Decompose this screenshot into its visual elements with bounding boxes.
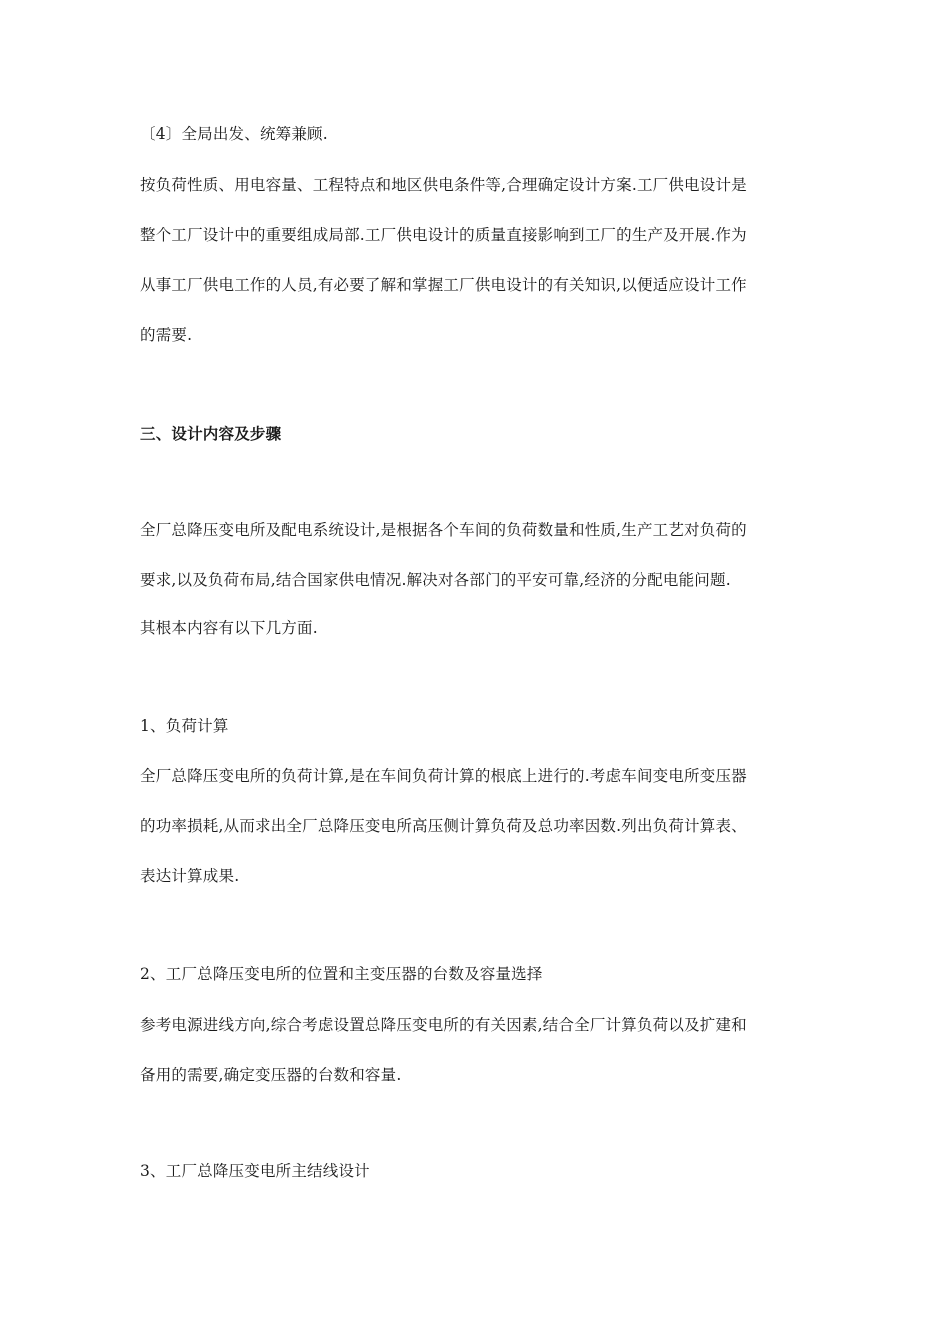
item4-heading: 〔4〕全局出发、统筹兼顾. bbox=[140, 125, 328, 143]
section3-title: 三、设计内容及步骤 bbox=[140, 425, 282, 443]
section3-intro-line-1: 全厂总降压变电所及配电系统设计,是根据各个车间的负荷数量和性质,生产工艺对负荷的 bbox=[140, 521, 747, 539]
item4-line-4: 的需要. bbox=[140, 326, 193, 344]
item4-line-1: 按负荷性质、用电容量、工程特点和地区供电条件等,合理确定设计方案.工厂供电设计是 bbox=[140, 176, 747, 194]
sub3-title: 3、工厂总降压变电所主结线设计 bbox=[140, 1162, 370, 1180]
sub2-line-2: 备用的需要,确定变压器的台数和容量. bbox=[140, 1066, 402, 1084]
sub1-line-2: 的功率损耗,从而求出全厂总降压变电所高压侧计算负荷及总功率因数.列出负荷计算表、 bbox=[140, 817, 747, 835]
sub2-title: 2、工厂总降压变电所的位置和主变压器的台数及容量选择 bbox=[140, 965, 543, 983]
section3-intro-line-3: 其根本内容有以下几方面. bbox=[140, 619, 318, 637]
sub1-line-3: 表达计算成果. bbox=[140, 867, 240, 885]
sub1-title: 1、负荷计算 bbox=[140, 717, 229, 735]
item4-line-2: 整个工厂设计中的重要组成局部.工厂供电设计的质量直接影响到工厂的生产及开展.作为 bbox=[140, 226, 747, 244]
sub2-line-1: 参考电源进线方向,综合考虑设置总降压变电所的有关因素,结合全厂计算负荷以及扩建和 bbox=[140, 1016, 747, 1034]
section3-intro-line-2: 要求,以及负荷布局,结合国家供电情况.解决对各部门的平安可靠,经济的分配电能问题. bbox=[140, 571, 731, 589]
item4-line-3: 从事工厂供电工作的人员,有必要了解和掌握工厂供电设计的有关知识,以便适应设计工作 bbox=[140, 276, 747, 294]
sub1-line-1: 全厂总降压变电所的负荷计算,是在车间负荷计算的根底上进行的.考虑车间变电所变压器 bbox=[140, 767, 747, 785]
